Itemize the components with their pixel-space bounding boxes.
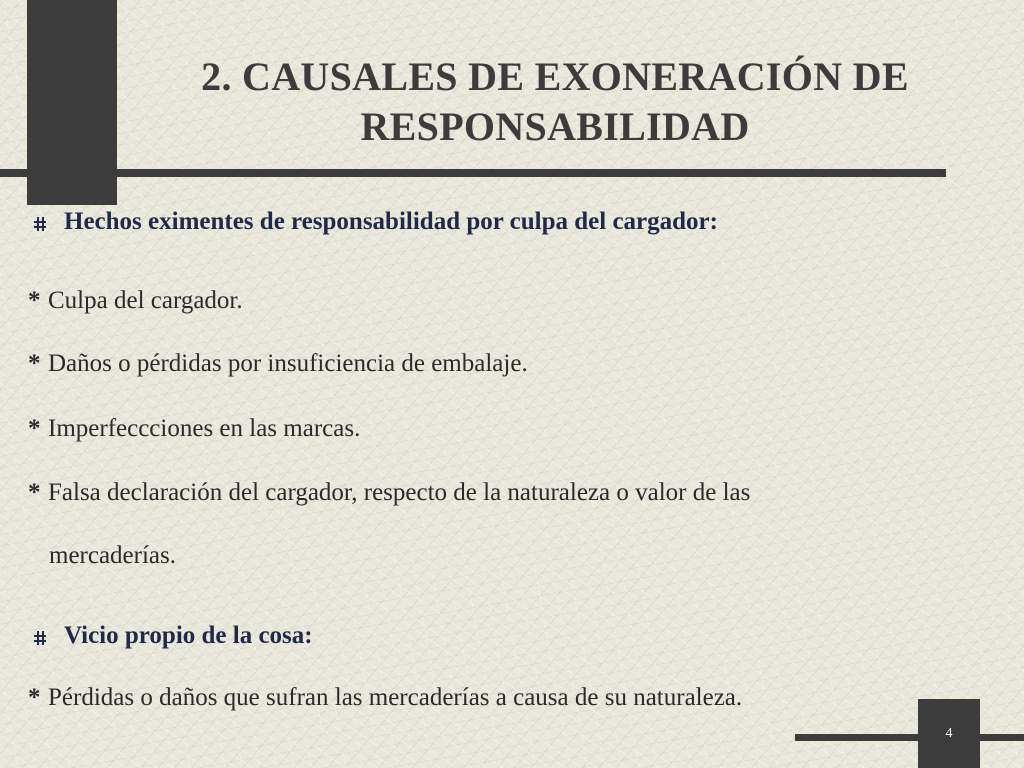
slide-title-line-2: RESPONSABILIDAD xyxy=(360,104,750,149)
slide-title xyxy=(120,52,990,152)
section-heading-text: Hechos eximentes de responsabilidad por culpa del cargador: xyxy=(64,208,718,235)
list-item xyxy=(28,683,948,713)
section-heading-cargador xyxy=(34,207,718,237)
section-heading-text: Vicio propio de la cosa: xyxy=(64,622,313,649)
section-heading-vicio xyxy=(34,621,313,651)
hash-bullet-icon xyxy=(34,631,46,645)
bullet-marker: * xyxy=(28,287,41,314)
list-item xyxy=(28,414,948,444)
list-item xyxy=(28,478,948,508)
list-item xyxy=(28,286,948,316)
bullet-marker: * xyxy=(28,350,41,377)
list-item-text: Culpa del cargador. xyxy=(48,287,243,314)
footer-divider xyxy=(795,734,1024,741)
list-item-text: Falsa declaración del cargador, respecto de la naturaleza o valor de las xyxy=(48,479,751,506)
bullet-marker: * xyxy=(28,479,41,506)
page-number-badge xyxy=(918,699,980,768)
hash-bullet-icon xyxy=(34,217,46,231)
bullet-marker: * xyxy=(28,684,41,711)
list-item xyxy=(28,349,948,379)
bullet-marker: * xyxy=(28,415,41,442)
list-item-text: Daños o pérdidas por insuficiencia de embalaje. xyxy=(48,350,528,377)
title-divider xyxy=(0,169,946,177)
list-item-continuation: mercaderías. xyxy=(49,542,177,569)
slide-title-line-1: 2. CAUSALES DE EXONERACIÓN DE xyxy=(201,54,909,99)
list-item-text: Imperfeccciones en las marcas. xyxy=(48,415,361,442)
page-number: 4 xyxy=(945,725,953,741)
list-item-text: Pérdidas o daños que sufran las mercaderías a causa de su naturaleza. xyxy=(48,684,743,711)
